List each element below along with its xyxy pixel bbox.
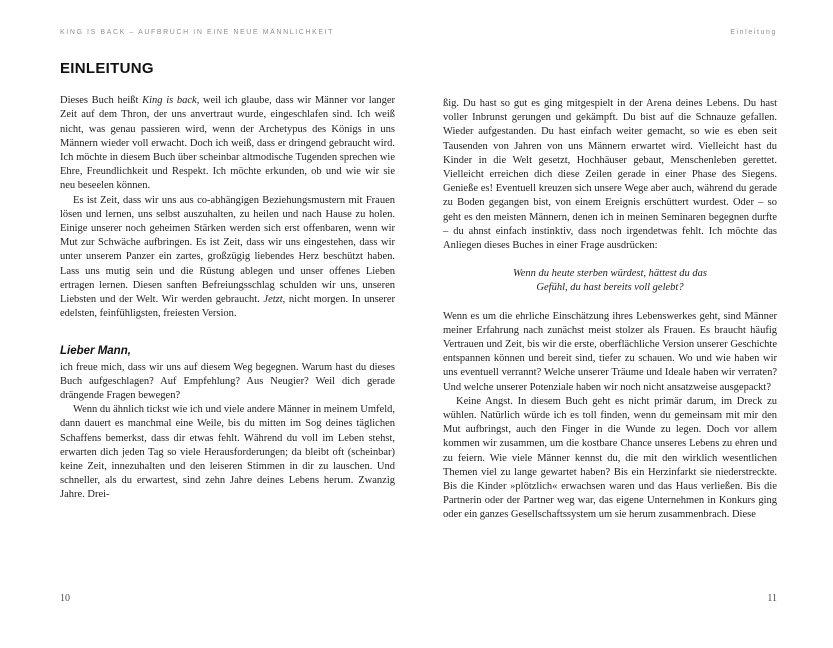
- page-number-right: 11: [767, 593, 777, 604]
- centered-quote: [443, 267, 777, 295]
- running-head-book-title: KING IS BACK – AUFBRUCH IN EINE NEUE MÄNNLICHKEIT: [60, 29, 335, 36]
- paragraph: Es ist Zeit, dass wir uns aus co-abhängigen Beziehungsmustern mit Frauen lösen und lernen, uns selbst auszuhalten, zu heilen und nach Hause zu holen. Einige unserer noch geheimen Stärken werden sich erst offenbaren, wenn wir Mut zur Schwäche aufbringen. Es ist Zeit, dass wir uns eingestehen, dass wir unter unserem Panzer ein zartes, großzügig liebendes Herz beschützt haben. Lass uns mutig sein und die Rüstung ablegen und unser offenes Lieben ertragen lernen. Diesen sanften Befreiungsschlag schulden wir uns, unseren Liebsten und der Welt. Wir werden gebraucht. Jetzt, nicht morgen. In unserer edelsten, feinfühligsten, freiesten Version.: [60, 194, 395, 320]
- left-page-letter-paragraphs: [60, 361, 395, 503]
- quote-line: Gefühl, du hast bereits voll gelebt?: [536, 282, 684, 294]
- left-page-intro-paragraphs: [60, 94, 395, 321]
- paragraph: ßig. Du hast so gut es ging mitgespielt in der Arena deines Lebens. Du hast voller Inbrunst gerungen und gekämpft. Du bist auf die Schnauze gefallen. Wieder aufgestanden. Du hast einfach weiter gemacht, so wie es eben seit Tausenden von Jahren von uns Männern erwartet wird. Vielleicht hast du Kinder in die Welt gesetzt, Hochhäuser gebaut, Menschenleben gerettet. Vielleicht erreichen dich diese Zeilen gerade in einer Phase des Siegens. Genieße es! Eventuell kreuzen sich unsere Wege aber auch, während du gerade zu Boden gegangen bist, von einem Ereignis erschüttert wurdest. Oder – so geht es den meisten Männern, denen ich in meinen Seminaren begegnen durfte – du ahnst einfach instinktiv, dass noch irgendetwas fehlt. Ich möchte das Anliegen dieses Buches in einer Frage ausdrücken:: [443, 98, 777, 252]
- section-heading-lieber-mann: Lieber Mann,: [60, 345, 131, 358]
- paragraph: Wenn es um die ehrliche Einschätzung ihres Lebenswerkes geht, sind Männer meiner Erfahrung nach zunächst meist stolzer als Frauen. Es braucht häufig Vertrauen und Zeit, bis wir die erste, oberflächliche Version unserer Geschichte entspannen können und bereit sind, tiefer zu schauen. Wo und wie haben wir uns eventuell verrannt? Welche unserer Träume und Ideale haben wir verraten? Und welche unserer Potenziale haben wir noch nicht ansatzweise ausgepackt?: [443, 310, 777, 393]
- right-page: [443, 97, 777, 523]
- paragraph: Dieses Buch heißt King is back, weil ich glaube, dass wir Männer vor langer Zeit auf dem Thron, der uns anvertraut wurde, eingeschlafen sind. Ich weiß nicht, was genau passieren wird, wenn der Archetypus des Königs in uns Männern wieder voll erwacht. Doch ich weiß, dass er dringend gebraucht wird. Ich möchte in diesem Buch über scheinbar altmodische Tugenden sprechen wie Ehre, Freundlichkeit und Respekt. Ich möchte erkunden, ob und wie wir sie neu beseelen können.: [60, 95, 396, 192]
- chapter-title: EINLEITUNG: [60, 60, 154, 77]
- running-head-chapter: Einleitung: [730, 29, 777, 36]
- quote-line: Wenn du heute sterben würdest, hättest du das: [512, 268, 708, 280]
- page-number-left: 10: [60, 593, 70, 604]
- paragraph: Wenn du ähnlich tickst wie ich und viele andere Männer in meinem Umfeld, dann dauert es manchmal eine Weile, bis du mitten im Sog deines täglichen Schaffens bemerkst, dass dir etwas fehlt. Während du voll im Leben stehst, erwarten dich jeden Tag so viele Herausforderungen; da bleibt oft (scheinbar) keine Zeit, innezuhalten und den leiseren Stimmen in dir zu lauschen. Und schneller, als du erwartest, sind zehn Jahre deines Lebens herum. Zwanzig Jahre. Drei-: [60, 404, 395, 501]
- right-page-bottom-paragraphs: [443, 310, 777, 523]
- right-page-top-paragraphs: [443, 97, 777, 253]
- paragraph: ich freue mich, dass wir uns auf diesem Weg begegnen. Warum hast du dieses Buch aufgeschlagen? Auf Empfehlung? Aus Neugier? Weil dich gerade drängende Fragen bewegen?: [60, 361, 395, 402]
- left-page: [60, 62, 395, 503]
- paragraph: Keine Angst. In diesem Buch geht es nicht primär darum, im Dreck zu wühlen. Natürlich würde ich es toll finden, wenn du gemeinsam mit mir den Mut aufbringst, auch den Finger in die Wunde zu legen. Doch vor allem kommen wir zusammen, um die kostbare Chance unseres Lebens zu ehren und zu feiern. Wie viele Männer kennst du, die mit den wirklich wesentlichen Themen viel zu lange gewartet haben? Bis ein Herzinfarkt sie niederstreckte. Bis die Kinder »plötzlich« erwachsen waren und das Haus verließen. Bis die Partnerin oder der Partner weg war, das eigene Unternehmen in Konkurs ging oder ein ganzes Gesellschaftssystem um sie herum zusammenbrach. Diese: [443, 395, 777, 521]
